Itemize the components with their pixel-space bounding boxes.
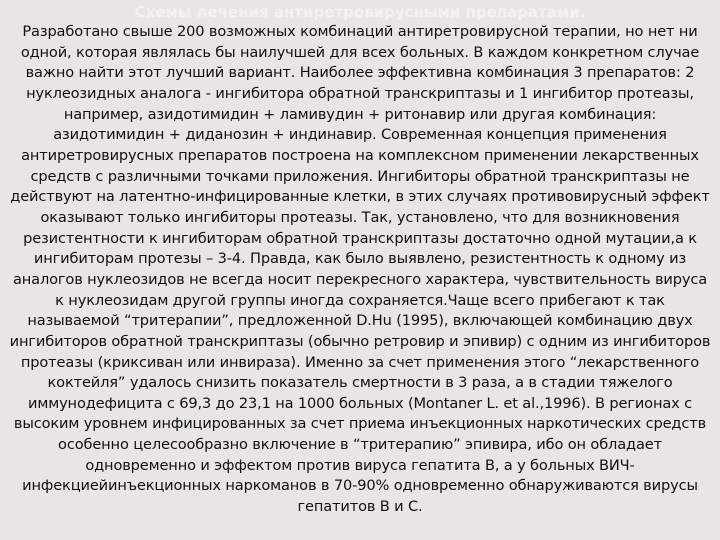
slide-body-text: Разработано свыше 200 возможных комбинаций антиретровирусной терапии, но нет ни одной, которая являлась бы наилучшей для всех больных. В каждом конкретном случае важно найти этот лучший вариант. Наиболее эффективна комбинация 3 препаратов: 2 нуклеозидных аналога - ингибитора обратной транскриптазы и 1 ингибитор протеазы, например, азидотимидин + ламивудин + ритонавир или другая комбинация: азидотимидин + диданозин + индинавир. Современная концепция применения антиретровирусных препаратов построена на комплексном применении лекарственных средств с различными точками приложения. Ингибиторы обратной транскриптазы не действуют на латентно-инфицированные клетки, в этих случаях противовирусный эффект оказывают только ингибиторы протеазы. Так, установлено, что для возникновения резистентности к ингибиторам обратной транскриптазы достаточно одной мутации,а к ингибиторам протезы – 3-4. Правда, как было выявлено, резистентность к одному из аналогов нуклеозидов не всегда носит перекресного характера, чувствительность вируса к нуклеозидам другой группы иногда сохраняется.Чаще всего прибегают к так называемой “тритерапии”, предложенной D.Hu (1995), включающей комбинацию двух ингибиторов обратной транскриптазы (обычно ретровир и эпивир) с одним из ингибиторов протеазы (криксиван или инвираза). Именно за счет применения этого “лекарственного коктейля” удалось снизить показатель смертности в 3 раза, а в стадии тяжелого иммунодефицита с 69,3 до 23,1 на 1000 больных (Montaner L. et al.,1996). В регионах с высоким уровнем инфицированных за счет приема инъекционных наркотических средств особенно целесообразно включение в “тритерапию” эпивира, ибо он обладает одновременно и эффектом против вируса гепатита В, а у больных ВИЧ-инфекциейинъекционных наркоманов в 70-90% одновременно обнаруживаются вирусы гепатитов В и С. [9, 23, 711, 516]
slide-title: Схемы лечения антиретровирусными препаратами. [134, 3, 586, 21]
